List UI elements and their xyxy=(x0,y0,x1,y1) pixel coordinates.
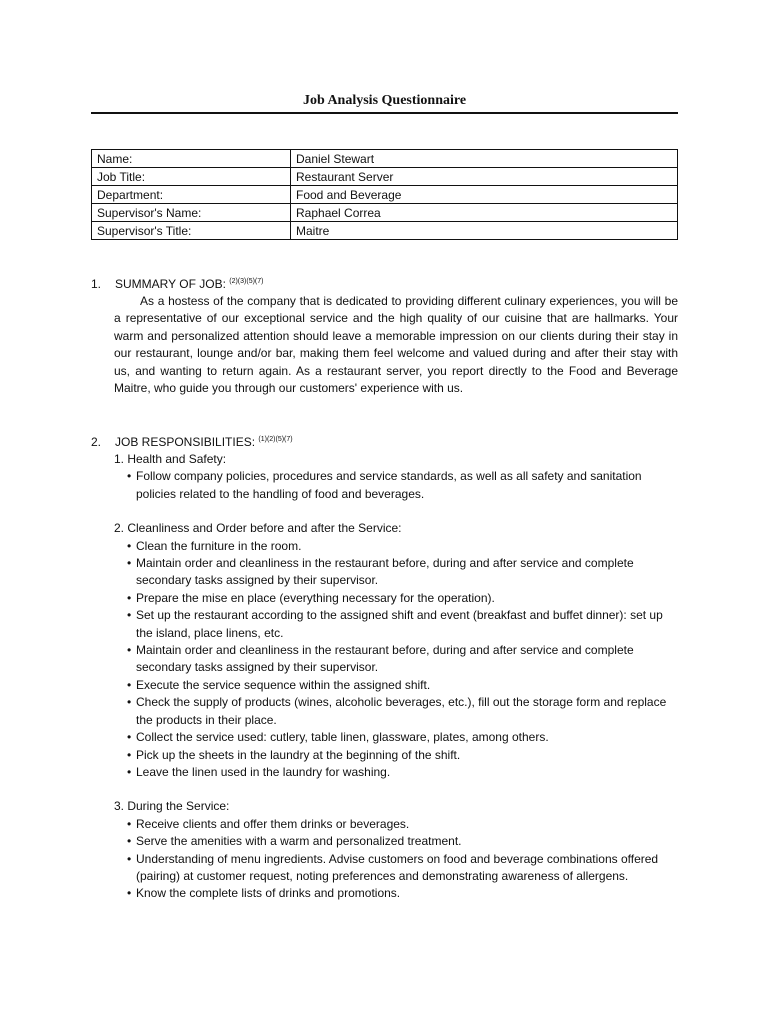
reference-marks: (1)(2)(5)(7) xyxy=(258,436,293,443)
list-item xyxy=(127,747,678,764)
bullet: • xyxy=(127,730,132,745)
table-row xyxy=(92,222,678,240)
list-item-text: Follow company policies, procedures and service standards, as well as all safety and sanitation policies related to the handling of food and beverages. xyxy=(136,469,642,501)
section-title xyxy=(115,276,263,293)
list-item-text: Set up the restaurant according to the assigned shift and event (breakfast and buffet dinner): set up the island, place linens, etc. xyxy=(136,608,663,640)
list-item-text: Maintain order and cleanliness in the restaurant before, during and after service and complete secondary tasks assigned by their supervisor. xyxy=(136,556,634,588)
list-item xyxy=(127,607,678,642)
supervisor-title-label: Supervisor's Title: xyxy=(92,222,291,240)
bullet-list xyxy=(114,816,678,903)
responsibilities-section xyxy=(91,434,678,903)
bullet: • xyxy=(127,556,132,571)
bullet: • xyxy=(127,851,132,866)
list-item-text: Execute the service sequence within the assigned shift. xyxy=(136,677,431,692)
bullet: • xyxy=(127,816,132,831)
bullet-list xyxy=(114,538,678,782)
supervisor-name-value: Raphael Correa xyxy=(291,204,678,222)
list-item-text: Understanding of menu ingredients. Advise customers on food and beverage combinations offered (pairing) at customer request, noting preferences and demonstrating awareness of allergens. xyxy=(136,851,659,883)
responsibilities-heading xyxy=(91,434,678,451)
list-item-text: Maintain order and cleanliness in the restaurant before, during and after service and complete secondary tasks assigned by their supervisor. xyxy=(136,643,634,675)
section-number: 2. xyxy=(91,435,102,449)
job-title-value: Restaurant Server xyxy=(291,168,678,186)
list-item-text: Clean the furniture in the room. xyxy=(136,538,302,553)
list-item xyxy=(127,642,678,677)
list-item-text: Check the supply of products (wines, alcoholic beverages, etc.), fill out the storage form and replace the products in their place. xyxy=(136,695,667,727)
bullet: • xyxy=(127,747,132,762)
bullet-list xyxy=(114,468,678,503)
list-item xyxy=(127,555,678,590)
bullet: • xyxy=(127,643,132,658)
job-title-label: Job Title: xyxy=(92,168,291,186)
list-item xyxy=(127,729,678,746)
bullet: • xyxy=(127,764,132,779)
bullet: • xyxy=(127,695,132,710)
list-item xyxy=(127,677,678,694)
list-item-text: Receive clients and offer them drinks or beverages. xyxy=(136,816,410,831)
summary-paragraph: As a hostess of the company that is dedicated to providing different culinary experiences, you will be a representative of our exceptional service and the high quality of our cuisine that are hallmarks. Your warm and personalized attention should leave a memorable impression on our clients during their stay in our restaurant, lounge and/or bar, making them feel welcome and valued during and after their stay with us, and wanting to return again. As a restaurant server, you report directly to the Food and Beverage Maitre, who guide you through our customers' experience with us. xyxy=(114,294,678,396)
group-cleanliness-order xyxy=(114,520,678,781)
employee-info-table xyxy=(91,149,678,240)
list-item-text: Pick up the sheets in the laundry at the beginning of the shift. xyxy=(136,747,461,762)
group-during-service xyxy=(114,798,678,902)
bullet: • xyxy=(127,608,132,623)
supervisor-name-label: Supervisor's Name: xyxy=(92,204,291,222)
bullet: • xyxy=(127,677,132,692)
title-underline xyxy=(91,112,678,114)
bullet: • xyxy=(127,469,132,484)
responsibility-groups xyxy=(114,451,678,903)
reference-marks: (2)(3)(5)(7) xyxy=(229,278,264,285)
list-item-text: Serve the amenities with a warm and personalized treatment. xyxy=(136,834,462,849)
group-heading: 3. During the Service: xyxy=(114,799,230,814)
table-row xyxy=(92,150,678,168)
list-item xyxy=(127,538,678,555)
bullet: • xyxy=(127,834,132,849)
table-row xyxy=(92,186,678,204)
list-item xyxy=(127,885,678,902)
list-item xyxy=(127,833,678,850)
list-item xyxy=(127,590,678,607)
list-item xyxy=(127,764,678,781)
document-title: Job Analysis Questionnaire xyxy=(302,93,467,108)
bullet: • xyxy=(127,538,132,553)
list-item-text: Prepare the mise en place (everything necessary for the operation). xyxy=(136,590,495,605)
summary-section xyxy=(91,276,678,397)
name-label: Name: xyxy=(92,150,291,168)
section-number: 1. xyxy=(91,277,102,291)
section-title xyxy=(115,434,293,451)
name-value: Daniel Stewart xyxy=(291,150,678,168)
list-item-text: Know the complete lists of drinks and promotions. xyxy=(136,886,401,901)
list-item xyxy=(127,816,678,833)
table-row xyxy=(92,204,678,222)
group-heading: 2. Cleanliness and Order before and after the Service: xyxy=(114,521,402,536)
summary-heading xyxy=(91,276,678,293)
bullet: • xyxy=(127,886,132,901)
table-row xyxy=(92,168,678,186)
supervisor-title-value: Maitre xyxy=(291,222,678,240)
responsibilities-title-text: JOB RESPONSIBILITIES: xyxy=(115,435,256,449)
group-heading: 1. Health and Safety: xyxy=(114,452,227,466)
bullet: • xyxy=(127,590,132,605)
summary-title-text: SUMMARY OF JOB: xyxy=(115,277,226,291)
list-item xyxy=(127,694,678,729)
list-item xyxy=(127,851,678,886)
list-item-text: Leave the linen used in the laundry for washing. xyxy=(136,764,391,779)
group-health-safety xyxy=(114,451,678,503)
department-value: Food and Beverage xyxy=(291,186,678,204)
department-label: Department: xyxy=(92,186,291,204)
list-item xyxy=(127,468,678,503)
list-item-text: Collect the service used: cutlery, table linen, glassware, plates, among others. xyxy=(136,730,549,745)
